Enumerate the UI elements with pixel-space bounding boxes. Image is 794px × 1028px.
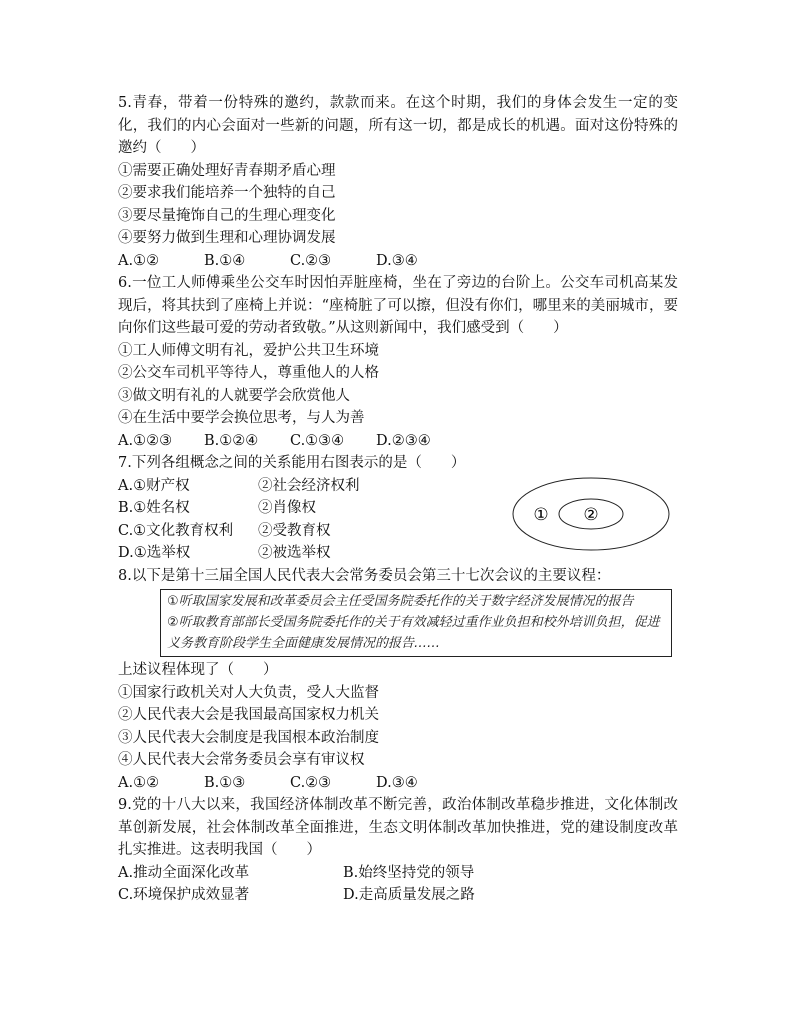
question-8-question: 上述议程体现了（ ） <box>118 662 278 678</box>
agenda-item-2: ②听取教育部部长受国务院委托作的关于有效减轻过重作业负担和校外培训负担，促进义务教育阶段学生全面健康发展情况的报告…… <box>167 615 660 651</box>
exam-page <box>118 92 678 907</box>
question-9-option-a[interactable]: A.推动全面深化改革 <box>118 864 250 881</box>
question-8-options <box>118 772 678 795</box>
question-6-stem: 6.一位工人师傅乘坐公交车时因怕弄脏座椅，坐在了旁边的台阶上。公交车司机高某发现后，将其扶到了座椅上并说：“座椅脏了可以擦，但没有你们，哪里来的美丽城市，要向你们这些最可爱的劳动者致敬。”从这则新闻中，我们感受到（ ） <box>118 275 678 336</box>
question-5-item-4: ④要努力做到生理和心理协调发展 <box>118 230 336 246</box>
question-8-stem: 8.以下是第十三届全国人民代表大会常务委员会第三十七次会议的主要议程： <box>118 567 611 584</box>
question-6-option-d[interactable]: D.②③④ <box>376 432 431 449</box>
question-5 <box>118 92 678 272</box>
question-7-stem: 7.下列各组概念之间的关系能用右图表示的是（ ） <box>118 455 466 471</box>
question-5-option-a[interactable]: A.①② <box>118 252 160 269</box>
question-9-options-row-1 <box>118 862 678 885</box>
question-6-option-c[interactable]: C.①③④ <box>290 432 345 449</box>
option-b-first: B.①姓名权 <box>118 500 190 516</box>
question-6-option-a[interactable]: A.①②③ <box>118 432 173 449</box>
question-9-option-d[interactable]: D.走高质量发展之路 <box>343 887 475 903</box>
inner-label: ② <box>583 505 599 525</box>
question-8-item-3: ③人民代表大会制度是我国根本政治制度 <box>118 729 379 746</box>
question-8-item-1: ①国家行政机关对人大负责，受人大监督 <box>118 684 379 701</box>
nested-ellipse-diagram <box>511 476 671 552</box>
question-9-options-row-2 <box>118 884 678 907</box>
question-9-option-b[interactable]: B.始终坚持党的领导 <box>343 864 475 881</box>
question-8-option-d[interactable]: D.③④ <box>376 774 418 791</box>
question-6-option-b[interactable]: B.①②④ <box>204 432 259 449</box>
question-6-item-4: ④在生活中要学会换位思考，与人为善 <box>118 410 365 426</box>
agenda-box <box>160 589 672 657</box>
question-8-item-2: ②人民代表大会是我国最高国家权力机关 <box>118 707 379 723</box>
question-8-option-b[interactable]: B.①③ <box>204 774 246 791</box>
question-8-option-c[interactable]: C.②③ <box>290 774 332 791</box>
option-a-second: ②社会经济权利 <box>258 477 360 494</box>
question-9 <box>118 794 678 907</box>
question-5-item-1: ①需要正确处理好青春期矛盾心理 <box>118 162 336 179</box>
question-7 <box>118 452 678 565</box>
question-5-option-c[interactable]: C.②③ <box>290 252 332 269</box>
option-c-second: ②受教育权 <box>258 522 331 539</box>
question-6-item-3: ③做文明有礼的人就要学会欣赏他人 <box>118 387 350 404</box>
option-c-first: C.①文化教育权利 <box>118 522 234 539</box>
option-d-first: D.①选举权 <box>118 545 191 561</box>
question-8-option-a[interactable]: A.①② <box>118 774 160 791</box>
option-b-second: ②肖像权 <box>258 500 316 516</box>
question-6-item-1: ①工人师傅文明有礼，爱护公共卫生环境 <box>118 342 379 359</box>
question-5-stem: 5.青春，带着一份特殊的邀约，款款而来。在这个时期，我们的身体会发生一定的变化，我们的内心会面对一些新的问题，所有这一切，都是成长的机遇。面对这份特殊的邀约（ ） <box>118 95 678 156</box>
outer-label: ① <box>533 505 549 525</box>
question-5-option-d[interactable]: D.③④ <box>376 252 418 269</box>
question-5-item-3: ③要尽量掩饰自己的生理心理变化 <box>118 207 336 224</box>
question-6-options <box>118 430 678 453</box>
question-6-item-2: ②公交车司机平等待人，尊重他人的人格 <box>118 365 379 381</box>
question-5-options <box>118 250 678 273</box>
question-8-item-4: ④人民代表大会常务委员会享有审议权 <box>118 752 365 768</box>
option-d-second: ②被选举权 <box>258 545 331 561</box>
question-9-stem: 9.党的十八大以来，我国经济体制改革不断完善，政治体制改革稳步推进，文化体制改革创新发展，社会体制改革全面推进，生态文明体制改革加快推进，党的建设制度改革扎实推进。这表明我国（ ） <box>118 797 678 858</box>
question-5-item-2: ②要求我们能培养一个独特的自己 <box>118 185 336 201</box>
question-9-option-c[interactable]: C.环境保护成效显著 <box>118 887 250 903</box>
question-8 <box>118 565 678 795</box>
option-a-first: A.①财产权 <box>118 477 190 494</box>
question-6 <box>118 272 678 452</box>
question-5-option-b[interactable]: B.①④ <box>204 252 246 269</box>
agenda-item-1: ①听取国家发展和改革委员会主任受国务院委托作的关于数字经济发展情况的报告 <box>167 594 634 609</box>
